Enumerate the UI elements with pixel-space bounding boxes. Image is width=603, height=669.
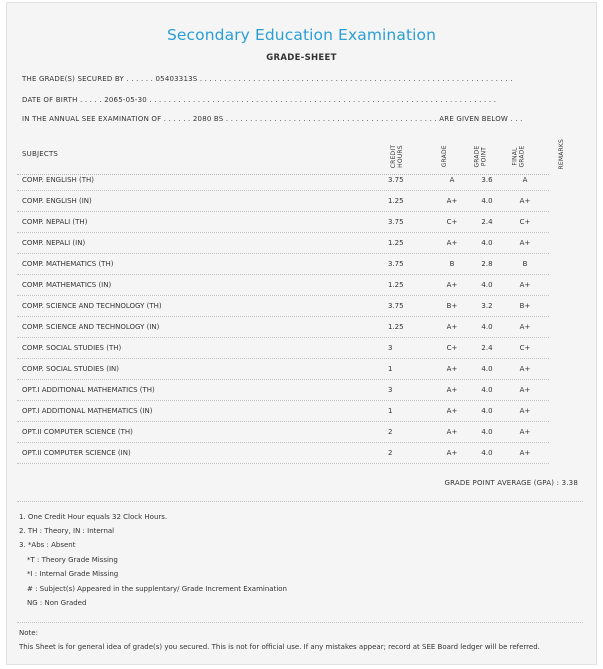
info-secured-by: THE GRADE(S) SECURED BY . . . . . . 05403313S . . . . . . . . . . . . . . . . . . . . . . . . . . . . . . . . . . . . . . . . . . . . . . . . . . . . . . . . . . . . . . . . .: [22, 75, 513, 83]
table-row: [17, 275, 549, 296]
final-grade-cell: B: [522, 260, 528, 268]
info-date-of-birth: DATE OF BIRTH . . . . . 2065-05-30 . . . . . . . . . . . . . . . . . . . . . . . . . . . . . . . . . . . . . . . . . . . . . . . . . . . . . . . . . . . . . . . . . . . . . . . .: [22, 96, 497, 104]
final-grade-cell: A+: [519, 407, 531, 415]
header-final-line1: FINAL: [511, 146, 519, 166]
credit-hours-cell: 1.25: [388, 281, 404, 289]
table-row: [17, 233, 549, 254]
footnote-3: 3. *Abs : Absent: [19, 541, 76, 549]
subject-cell: COMP. SOCIAL STUDIES (TH): [22, 344, 122, 352]
credit-hours-cell: 1: [388, 365, 393, 373]
subject-cell: COMP. ENGLISH (TH): [22, 176, 94, 184]
header-credit-line1: CREDIT: [390, 144, 398, 168]
table-row: [17, 443, 549, 464]
footnote-2: 2. TH : Theory, IN : Internal: [19, 527, 115, 535]
table-row: [17, 296, 549, 317]
final-grade-cell: A+: [519, 281, 531, 289]
grade-point-cell: 2.4: [481, 344, 493, 352]
header-grade-label: GRADE: [440, 144, 448, 168]
final-grade-cell: C+: [519, 344, 531, 352]
final-grade-cell: A: [522, 176, 528, 184]
grade-cell: B: [449, 260, 455, 268]
grade-cell: A+: [446, 323, 458, 331]
note-label: Note:: [19, 629, 38, 637]
note-divider: [17, 622, 583, 623]
header-remarks: [552, 136, 572, 172]
grade-point-cell: 4.0: [481, 281, 493, 289]
credit-hours-cell: 3.75: [388, 176, 404, 184]
footnote-internal-missing: *I : Internal Grade Missing: [27, 570, 119, 578]
credit-hours-cell: 1.25: [388, 239, 404, 247]
credit-hours-cell: 1: [388, 407, 393, 415]
final-grade-cell: A+: [519, 428, 531, 436]
grade-cell: A+: [446, 407, 458, 415]
credit-hours-cell: 3.75: [388, 302, 404, 310]
grade-point-cell: 4.0: [481, 407, 493, 415]
header-final-line2: GRADE: [518, 144, 525, 168]
table-row: [17, 191, 549, 212]
grade-point-cell: 4.0: [481, 239, 493, 247]
final-grade-cell: A+: [519, 197, 531, 205]
header-point-line2: POINT: [480, 146, 487, 166]
page-title: Secondary Education Examination: [166, 26, 437, 44]
grade-cell: A+: [446, 239, 458, 247]
final-grade-cell: B+: [519, 302, 531, 310]
subject-cell: OPT.II COMPUTER SCIENCE (IN): [22, 449, 131, 457]
credit-hours-cell: 1.25: [388, 323, 404, 331]
table-row: [17, 317, 549, 338]
table-row: [17, 359, 549, 380]
grade-cell: C+: [446, 344, 458, 352]
grade-point-cell: 3.6: [481, 176, 493, 184]
final-grade-cell: A+: [519, 239, 531, 247]
grade-point-cell: 2.8: [481, 260, 493, 268]
grade-point-cell: 2.4: [481, 218, 493, 226]
grade-cell: C+: [446, 218, 458, 226]
grade-cell: B+: [446, 302, 458, 310]
grade-cell: A+: [446, 365, 458, 373]
grade-point-cell: 4.0: [481, 365, 493, 373]
table-row: [17, 380, 549, 401]
subject-cell: COMP. MATHEMATICS (IN): [22, 281, 112, 289]
subject-cell: COMP. SCIENCE AND TECHNOLOGY (IN): [22, 323, 160, 331]
subject-cell: COMP. MATHEMATICS (TH): [22, 260, 114, 268]
subject-cell: COMP. ENGLISH (IN): [22, 197, 92, 205]
subject-cell: COMP. NEPALI (IN): [22, 239, 86, 247]
header-credit-line2: HOURS: [397, 144, 404, 168]
subject-cell: OPT.II COMPUTER SCIENCE (TH): [22, 428, 133, 436]
subject-cell: COMP. SOCIAL STUDIES (IN): [22, 365, 119, 373]
gpa-divider: [17, 501, 583, 502]
note-text: This Sheet is for general idea of grade(s) you secured. This is not for official use. If any mistakes appear; record at SEE Board ledger will be referred.: [19, 643, 540, 651]
table-row: [17, 212, 549, 233]
info-examination: IN THE ANNUAL SEE EXAMINATION OF . . . . . . 2080 BS . . . . . . . . . . . . . . . . . . . . . . . . . . . . . . . . . . . . . . . . . . . . ARE GIVEN BELOW . . .: [22, 115, 523, 123]
grade-point-cell: 4.0: [481, 323, 493, 331]
final-grade-cell: A+: [519, 323, 531, 331]
footnote-supplementary: # : Subject(s) Appeared in the supplentary/ Grade Increment Examination: [27, 585, 287, 593]
credit-hours-cell: 3.75: [388, 218, 404, 226]
grade-cell: A+: [446, 281, 458, 289]
grade-cell: A: [449, 176, 455, 184]
grade-cell: A+: [446, 386, 458, 394]
page-subtitle: GRADE-SHEET: [266, 53, 337, 63]
subject-cell: COMP. SCIENCE AND TECHNOLOGY (TH): [22, 302, 162, 310]
grade-cell: A+: [446, 449, 458, 457]
credit-hours-cell: 2: [388, 428, 393, 436]
credit-hours-cell: 3: [388, 386, 393, 394]
grade-point-cell: 4.0: [481, 197, 493, 205]
table-row: [17, 338, 549, 359]
footnote-theory-missing: *T : Theory Grade Missing: [27, 556, 118, 564]
grade-point-cell: 4.0: [481, 428, 493, 436]
grade-sheet: [6, 2, 597, 665]
table-row: [17, 170, 549, 191]
credit-hours-cell: 2: [388, 449, 393, 457]
gpa-summary: GRADE POINT AVERAGE (GPA) : 3.38: [444, 479, 578, 487]
grade-point-cell: 4.0: [481, 449, 493, 457]
credit-hours-cell: 3.75: [388, 260, 404, 268]
header-remarks-label: REMARKS: [557, 138, 565, 170]
final-grade-cell: A+: [519, 365, 531, 373]
credit-hours-cell: 3: [388, 344, 393, 352]
footnote-non-graded: NG : Non Graded: [27, 599, 87, 607]
header-final-grade: [509, 141, 529, 171]
header-subjects: SUBJECTS: [22, 150, 59, 158]
table-row: [17, 422, 549, 443]
header-grade: [435, 141, 455, 171]
table-row: [17, 401, 549, 422]
credit-hours-cell: 1.25: [388, 197, 404, 205]
subject-cell: OPT.I ADDITIONAL MATHEMATICS (IN): [22, 407, 153, 415]
header-credit-hours: [388, 141, 408, 171]
grade-point-cell: 3.2: [481, 302, 493, 310]
final-grade-cell: C+: [519, 218, 531, 226]
subject-cell: OPT.I ADDITIONAL MATHEMATICS (TH): [22, 386, 155, 394]
final-grade-cell: A+: [519, 449, 531, 457]
table-row: [17, 254, 549, 275]
final-grade-cell: A+: [519, 386, 531, 394]
footnote-1: 1. One Credit Hour equals 32 Clock Hours.: [19, 513, 168, 521]
grade-cell: A+: [446, 428, 458, 436]
header-point-line1: GRADE: [473, 144, 481, 168]
grade-point-cell: 4.0: [481, 386, 493, 394]
subject-cell: COMP. NEPALI (TH): [22, 218, 88, 226]
header-grade-point: [471, 141, 491, 171]
grade-cell: A+: [446, 197, 458, 205]
